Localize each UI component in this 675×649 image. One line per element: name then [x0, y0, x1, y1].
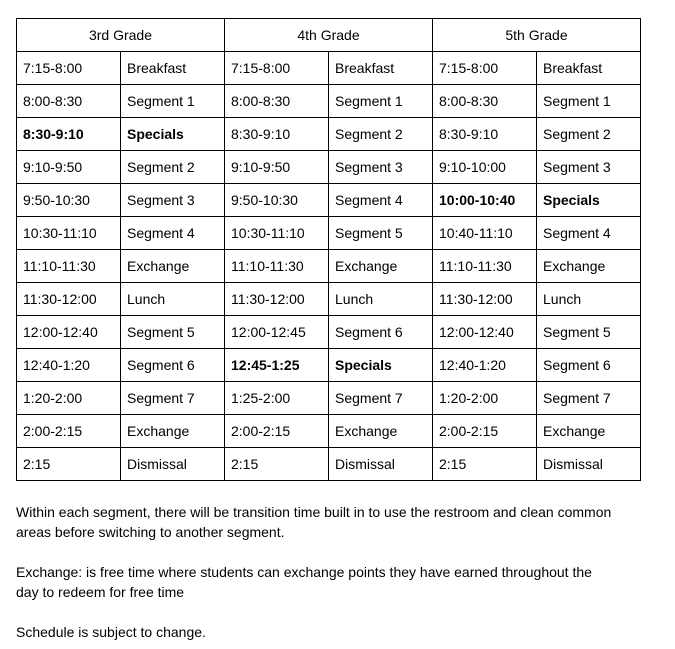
3rd-grade-time-cell: 9:50-10:30 [17, 184, 121, 217]
4th-grade-time-cell: 9:10-9:50 [225, 151, 329, 184]
5th-grade-activity-cell: Segment 5 [537, 316, 641, 349]
4th-grade-activity-cell: Segment 2 [329, 118, 433, 151]
4th-grade-activity-cell: Segment 6 [329, 316, 433, 349]
5th-grade-time-cell: 9:10-10:00 [433, 151, 537, 184]
4th-grade-time-cell: 12:00-12:45 [225, 316, 329, 349]
5th-grade-activity-cell: Lunch [537, 283, 641, 316]
table-row [17, 85, 641, 118]
4th-grade-time-cell: 1:25-2:00 [225, 382, 329, 415]
table-row [17, 151, 641, 184]
3rd-grade-time-cell: 8:30-9:10 [17, 118, 121, 151]
table-row [17, 118, 641, 151]
4th-grade-time-cell: 9:50-10:30 [225, 184, 329, 217]
4th-grade-time-cell: 10:30-11:10 [225, 217, 329, 250]
table-row [17, 349, 641, 382]
3rd-grade-activity-cell: Exchange [121, 250, 225, 283]
exchange-note [16, 562, 656, 602]
header-4th-grade: 4th Grade [225, 19, 433, 52]
header-5th-grade: 5th Grade [433, 19, 641, 52]
5th-grade-activity-cell: Exchange [537, 250, 641, 283]
5th-grade-time-cell: 11:30-12:00 [433, 283, 537, 316]
5th-grade-activity-cell: Dismissal [537, 448, 641, 481]
disclaimer [16, 622, 656, 642]
3rd-grade-time-cell: 12:00-12:40 [17, 316, 121, 349]
5th-grade-time-cell: 8:00-8:30 [433, 85, 537, 118]
4th-grade-activity-cell: Segment 4 [329, 184, 433, 217]
4th-grade-time-cell: 11:10-11:30 [225, 250, 329, 283]
4th-grade-activity-cell: Lunch [329, 283, 433, 316]
exchange-note-line: Exchange: is free time where students can exchange points they have earned throughout the [16, 564, 592, 580]
3rd-grade-time-cell: 1:20-2:00 [17, 382, 121, 415]
4th-grade-activity-cell: Segment 3 [329, 151, 433, 184]
3rd-grade-activity-cell: Exchange [121, 415, 225, 448]
5th-grade-activity-cell: Segment 2 [537, 118, 641, 151]
4th-grade-time-cell: 12:45-1:25 [225, 349, 329, 382]
schedule-body [17, 52, 641, 481]
3rd-grade-time-cell: 2:15 [17, 448, 121, 481]
3rd-grade-activity-cell: Breakfast [121, 52, 225, 85]
5th-grade-time-cell: 12:40-1:20 [433, 349, 537, 382]
4th-grade-time-cell: 8:30-9:10 [225, 118, 329, 151]
5th-grade-time-cell: 2:15 [433, 448, 537, 481]
3rd-grade-time-cell: 7:15-8:00 [17, 52, 121, 85]
3rd-grade-time-cell: 11:30-12:00 [17, 283, 121, 316]
disclaimer-text: Schedule is subject to change. [16, 624, 206, 640]
table-row [17, 382, 641, 415]
transition-note [16, 502, 656, 542]
5th-grade-activity-cell: Specials [537, 184, 641, 217]
3rd-grade-activity-cell: Segment 2 [121, 151, 225, 184]
4th-grade-activity-cell: Segment 1 [329, 85, 433, 118]
4th-grade-time-cell: 8:00-8:30 [225, 85, 329, 118]
5th-grade-activity-cell: Exchange [537, 415, 641, 448]
4th-grade-activity-cell: Segment 5 [329, 217, 433, 250]
table-row [17, 52, 641, 85]
3rd-grade-activity-cell: Dismissal [121, 448, 225, 481]
3rd-grade-activity-cell: Segment 1 [121, 85, 225, 118]
5th-grade-activity-cell: Segment 1 [537, 85, 641, 118]
schedule-table [16, 18, 641, 481]
4th-grade-activity-cell: Specials [329, 349, 433, 382]
3rd-grade-activity-cell: Segment 7 [121, 382, 225, 415]
3rd-grade-activity-cell: Lunch [121, 283, 225, 316]
4th-grade-activity-cell: Segment 7 [329, 382, 433, 415]
5th-grade-activity-cell: Breakfast [537, 52, 641, 85]
4th-grade-time-cell: 2:15 [225, 448, 329, 481]
table-row [17, 250, 641, 283]
3rd-grade-activity-cell: Segment 5 [121, 316, 225, 349]
3rd-grade-time-cell: 11:10-11:30 [17, 250, 121, 283]
transition-note-line: areas before switching to another segment. [16, 524, 285, 540]
5th-grade-activity-cell: Segment 3 [537, 151, 641, 184]
4th-grade-activity-cell: Breakfast [329, 52, 433, 85]
4th-grade-activity-cell: Dismissal [329, 448, 433, 481]
5th-grade-time-cell: 7:15-8:00 [433, 52, 537, 85]
header-row [17, 19, 641, 52]
5th-grade-time-cell: 12:00-12:40 [433, 316, 537, 349]
header-3rd-grade: 3rd Grade [17, 19, 225, 52]
5th-grade-time-cell: 11:10-11:30 [433, 250, 537, 283]
5th-grade-time-cell: 8:30-9:10 [433, 118, 537, 151]
4th-grade-activity-cell: Exchange [329, 415, 433, 448]
3rd-grade-time-cell: 9:10-9:50 [17, 151, 121, 184]
5th-grade-time-cell: 2:00-2:15 [433, 415, 537, 448]
3rd-grade-time-cell: 2:00-2:15 [17, 415, 121, 448]
5th-grade-activity-cell: Segment 4 [537, 217, 641, 250]
4th-grade-activity-cell: Exchange [329, 250, 433, 283]
5th-grade-activity-cell: Segment 7 [537, 382, 641, 415]
3rd-grade-time-cell: 10:30-11:10 [17, 217, 121, 250]
table-row [17, 184, 641, 217]
5th-grade-time-cell: 10:00-10:40 [433, 184, 537, 217]
5th-grade-time-cell: 1:20-2:00 [433, 382, 537, 415]
5th-grade-time-cell: 10:40-11:10 [433, 217, 537, 250]
table-row [17, 217, 641, 250]
5th-grade-activity-cell: Segment 6 [537, 349, 641, 382]
table-row [17, 415, 641, 448]
3rd-grade-time-cell: 12:40-1:20 [17, 349, 121, 382]
table-row [17, 283, 641, 316]
3rd-grade-activity-cell: Specials [121, 118, 225, 151]
table-row [17, 316, 641, 349]
transition-note-line: Within each segment, there will be transition time built in to use the restroom and clean common [16, 504, 612, 520]
3rd-grade-activity-cell: Segment 4 [121, 217, 225, 250]
exchange-note-line: day to redeem for free time [16, 584, 185, 600]
3rd-grade-activity-cell: Segment 3 [121, 184, 225, 217]
3rd-grade-activity-cell: Segment 6 [121, 349, 225, 382]
table-row [17, 448, 641, 481]
3rd-grade-time-cell: 8:00-8:30 [17, 85, 121, 118]
4th-grade-time-cell: 11:30-12:00 [225, 283, 329, 316]
4th-grade-time-cell: 2:00-2:15 [225, 415, 329, 448]
4th-grade-time-cell: 7:15-8:00 [225, 52, 329, 85]
